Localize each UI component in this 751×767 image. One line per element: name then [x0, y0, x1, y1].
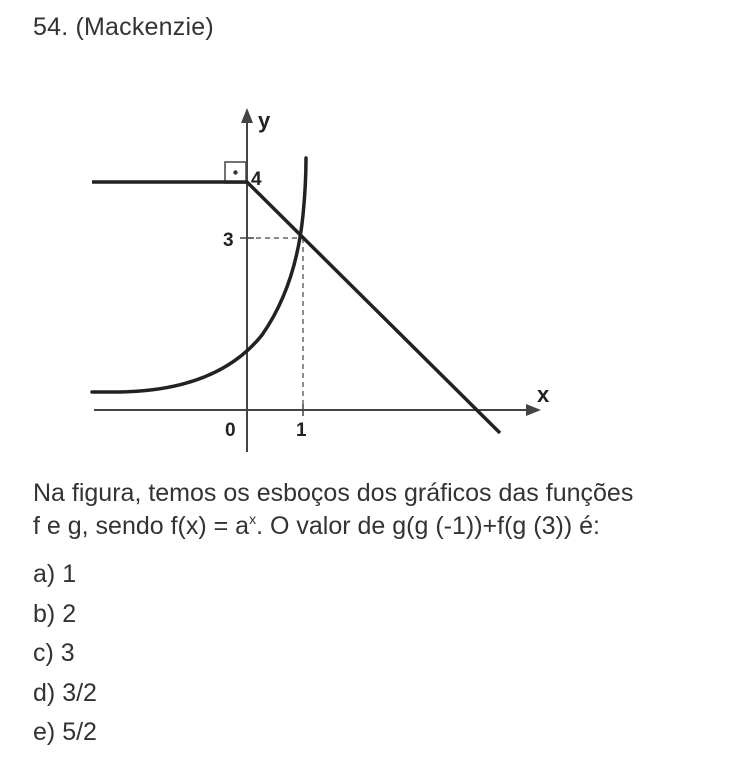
option-letter: c): [33, 639, 54, 667]
statement-line-2-start: f e g, sendo f(x) = a: [33, 512, 250, 540]
question-statement: [33, 477, 733, 543]
tick-label-y-3: 3: [223, 230, 234, 251]
exponent-x: x: [249, 511, 257, 527]
statement-line-2: [33, 510, 733, 543]
statement-line-2-end: . O valor de g(g (-1))+f(g (3)) é:: [256, 512, 600, 540]
origin-label: 0: [225, 420, 236, 441]
option-letter: a): [33, 560, 56, 588]
option-letter: d): [33, 678, 56, 707]
f-exponential-curve: [92, 158, 306, 392]
y-axis-arrow: [241, 108, 253, 123]
g-function-graph: [92, 182, 500, 433]
tick-label-x-1: 1: [296, 420, 307, 441]
y-axis-label: y: [258, 108, 271, 133]
statement-line-1: Na figura, temos os esboços dos gráficos das funções: [33, 479, 634, 507]
option-e[interactable]: [33, 713, 97, 753]
option-a[interactable]: [33, 555, 97, 595]
option-b[interactable]: [33, 595, 97, 635]
option-value: 3: [60, 639, 75, 667]
x-axis-label: x: [537, 382, 550, 407]
option-c[interactable]: [33, 634, 97, 674]
option-value: 1: [62, 560, 77, 588]
question-title: 54. (Mackenzie): [33, 13, 214, 41]
answer-options: [33, 555, 97, 753]
option-d[interactable]: [33, 674, 97, 714]
tick-label-y-4: 4: [251, 169, 262, 190]
option-value: 2: [62, 599, 77, 628]
option-value: 3/2: [62, 678, 97, 707]
right-angle-dot: [233, 170, 237, 174]
option-letter: b): [33, 599, 56, 628]
option-letter: e): [33, 718, 56, 746]
option-value: 5/2: [62, 718, 97, 746]
